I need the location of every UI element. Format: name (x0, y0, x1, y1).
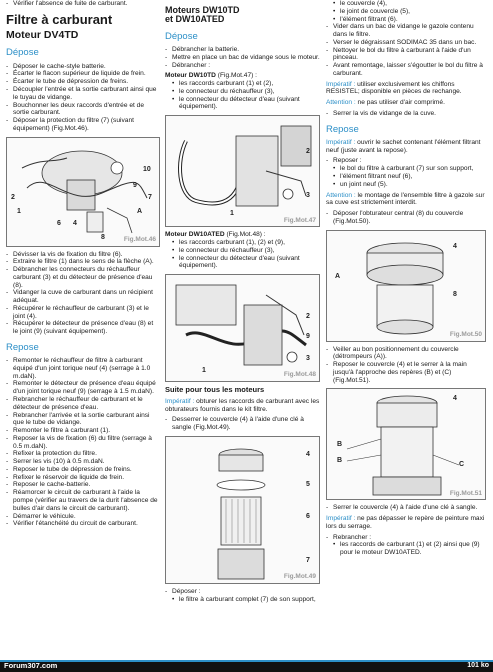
note-text: ne pas dépasser le repère de peinture maxi lors du serrage. (326, 515, 485, 530)
note-label: Impératif : (326, 80, 356, 88)
filter-hoses-illustration (166, 275, 320, 382)
list-item: - Bouchonner les deux raccords d'entrée et de sortie carburant. (6, 102, 160, 118)
dw10ated-list (172, 239, 320, 270)
engine-title-line2: et DW10ATED (165, 14, 225, 25)
list-item: - Serrer la vis de vidange de la cuve. (326, 110, 486, 118)
list-item: - Serrer les vis (10) à 0.5 m.daN. (6, 458, 160, 466)
list-item: • le connecteur du détecteur d'eau (suivant équipement). (172, 255, 320, 271)
repose-list (6, 357, 160, 528)
steps-list (326, 157, 486, 165)
list-item: • le joint de couvercle (5), (333, 8, 486, 16)
list-item: • le connecteur du détecteur d'eau (suivant équipement). (172, 96, 320, 112)
list-item: • un joint neuf (5). (333, 181, 486, 189)
depose-list-2 (6, 251, 160, 336)
list-item: • les raccords carburant (1), (2) et (9), (172, 239, 320, 247)
cleaning-list (326, 23, 486, 77)
list-item: - Verser le dégraissant SODIMAC 35 dans un bac. (326, 39, 486, 47)
note-label: Impératif : (326, 138, 356, 146)
steps-list (326, 534, 486, 542)
figure-label: Fig.Mot.47 (283, 216, 316, 224)
list-item: - Nettoyer le bol du filtre à carburant à l'aide d'un pinceau. (326, 47, 486, 63)
steps-list (326, 346, 486, 385)
list-item: - Dévisser la vis de fixation du filtre (6). (6, 251, 160, 259)
imperatif-note (326, 139, 486, 155)
list-item: - Vérifier l'absence de fuite de carburant. (6, 0, 160, 8)
note-label: Attention : (326, 191, 356, 199)
figure-ref: (Fig.Mot.48) : (226, 231, 266, 239)
note-label: Attention : (326, 99, 356, 107)
rebrancher-list (333, 541, 486, 557)
list-item: - Déposer l'obturateur central (8) du couvercle (Fig.Mot.50). (326, 210, 486, 226)
attention-note (326, 192, 486, 208)
list-item: • le filtre à carburant complet (7) de son support, (172, 596, 320, 604)
list-item: • l'élément filtrant neuf (6), (333, 173, 486, 181)
site-link[interactable]: Forum307.com (4, 661, 58, 670)
list-item: - Débrancher la batterie. (165, 46, 320, 54)
note-text: le montage de l'ensemble filtre à gazole sur sa cuve est strictement interdit. (326, 191, 485, 207)
list-item: - Déposer le cache-style batterie. (6, 63, 160, 71)
list-item: • les raccords carburant (1) et (2), (172, 80, 320, 88)
depose-list (6, 63, 160, 133)
list-item: - Démarrer le véhicule. (6, 513, 160, 521)
list-item: - Remonter le réchauffeur de filtre à carburant équipé d'un joint torique neuf (4) (serrage à 1.0 m.daN). (6, 357, 160, 380)
list-item: - Refixer le réservoir de liquide de frein. (6, 474, 160, 482)
list-item: - Récupérer le réchauffeur de carburant (3) et le joint (4). (6, 305, 160, 321)
figure-label: Fig.Mot.49 (283, 573, 316, 581)
figure-label: Fig.Mot.50 (449, 330, 482, 338)
list-item: - Mettre en place un bac de vidange sous le moteur. (165, 54, 320, 62)
column-left (6, 0, 160, 528)
attention-note (326, 99, 486, 107)
list-item: • le connecteur du réchauffeur (3), (172, 88, 320, 96)
list-item: - Reposer le couvercle (4) et le serrer à la main jusqu'à l'approche des repères (B) et (C) (Fig.Mot.51). (326, 361, 486, 384)
dw10td-list (172, 80, 320, 111)
figure-label: Fig.Mot.46 (123, 235, 156, 243)
list-item: - Remonter le détecteur de présence d'eau équipé d'un joint torique neuf (9) (serrage à 1.5 m.daN). (6, 380, 160, 396)
list-item: - Écarter le flacon supérieur de liquide de frein. (6, 70, 160, 78)
steps-list (165, 588, 320, 596)
filter-assembly-illustration (327, 389, 486, 500)
filter-exploded-view (166, 437, 320, 584)
column-middle (165, 0, 320, 603)
list-item: - Déposer : (165, 588, 320, 596)
engine-subheading (165, 231, 320, 239)
list-item: • les raccords de carburant (1) et (2) ainsi que (9) pour le moteur DW10ATED. (333, 541, 486, 557)
engine-label: Moteur DW10ATED (165, 231, 225, 239)
footer-bar (0, 662, 493, 672)
engine-title: Moteur DV4TD (6, 29, 79, 42)
figure-mot49: 4 5 6 7 Fig.Mot.49 (165, 436, 320, 584)
repose-heading: Repose (6, 341, 39, 353)
fuel-filter-illustration (7, 138, 160, 247)
list-item: • l'élément filtrant (6). (333, 16, 486, 24)
subsection-heading: Suite pour tous les moteurs (165, 385, 265, 395)
steps-list (326, 504, 486, 512)
note-text: ne pas utiliser d'air comprimé. (357, 99, 445, 107)
figure-mot46: 2 1 6 4 8 7 10 9 A Fig.Mot.46 (6, 137, 160, 247)
list-item: • le bol du filtre à carburant (7) sur son support, (333, 165, 486, 173)
list-item: - Réamorcer le circuit de carburant à l'aide la pompe (vérifier au travers de la durit l'absence de bulles d'air dans le circuit de carburant). (6, 489, 160, 512)
figure-mot51: 4 B B C Fig.Mot.51 (326, 388, 486, 500)
depose-heading: Dépose (6, 47, 39, 59)
figure-label: Fig.Mot.51 (449, 489, 482, 497)
figure-label: Fig.Mot.48 (283, 371, 316, 379)
list-item: - Remonter le filtre à carburant (1). (6, 427, 160, 435)
deposer-list (172, 596, 320, 604)
steps-list (326, 210, 486, 226)
figure-ref: (Fig.Mot.47) : (217, 72, 257, 80)
list-item: - Refixer la protection du filtre. (6, 450, 160, 458)
list-item: - Desserrer le couvercle (4) à l'aide d'une clé à sangle (Fig.Mot.49). (165, 416, 320, 432)
list-item: - Serrer le couvercle (4) à l'aide d'une clé à sangle. (326, 504, 486, 512)
steps-list (165, 416, 320, 432)
imperatif-note (165, 398, 320, 414)
note-text: utiliser exclusivement les chiffons RESISTEL; disponible en pièces de rechange. (326, 80, 462, 96)
steps-list (326, 110, 486, 118)
depose-list (165, 46, 320, 69)
column-right (326, 0, 486, 557)
list-item: - Reposer le cache-batterie. (6, 481, 160, 489)
imperatif-note (326, 515, 486, 531)
note-label: Impératif : (165, 397, 195, 405)
list-item: - Rebrancher le réchauffeur de carburant et le détecteur de présence d'eau. (6, 396, 160, 412)
intro-list (6, 0, 160, 8)
filter-hoses-illustration (166, 116, 320, 227)
engine-title-line1: Moteurs DW10TD (165, 5, 240, 15)
list-item: - Extraire le filtre (1) dans le sens de la flèche (A). (6, 258, 160, 266)
list-item: - Rebrancher : (326, 534, 486, 542)
list-item: • le couvercle (4), (333, 0, 486, 8)
engine-subheading (165, 72, 320, 80)
depose-heading: Dépose (165, 30, 198, 42)
removal-list (333, 0, 486, 23)
list-item: - Reposer le tube de dépression de freins. (6, 466, 160, 474)
list-item: - Veiller au bon positionnement du couvercle (détrompeurs (A)). (326, 346, 486, 362)
list-item: - Découpler l'entrée et la sortie carburant ainsi que le tuyau de vidange. (6, 86, 160, 102)
note-text: obturer les raccords de carburant avec les obturateurs fournis dans le kit filtre. (165, 397, 320, 413)
imperatif-note (326, 81, 486, 97)
list-item: - Avant remontage, laisser s'égoutter le bol du filtre à carburant. (326, 62, 486, 78)
section-title: Filtre à carburant (6, 11, 113, 27)
reposer-list (333, 165, 486, 188)
list-item: - Écarter le tube de dépression de freins. (6, 78, 160, 86)
figure-mot50: 4 8 A Fig.Mot.50 (326, 230, 486, 342)
repose-heading: Repose (326, 123, 359, 135)
list-item: - Rebrancher l'arrivée et la sortie carburant ainsi que le tube de vidange. (6, 412, 160, 428)
list-item: - Reposer la vis de fixation (6) du filtre (serrage à 0.5 m.daN). (6, 435, 160, 451)
list-item: - Débrancher : (165, 62, 320, 70)
list-item: - Vider dans un bac de vidange le gazole contenu dans le filtre. (326, 23, 486, 39)
list-item: - Récupérer le détecteur de présence d'eau (8) et le joint (9) (suivant équipement). (6, 320, 160, 336)
note-text: ouvrir le sachet contenant l'élément filtrant neuf (juste avant la repose). (326, 138, 481, 154)
filter-cover-illustration (327, 231, 486, 342)
note-label: Impératif : (326, 515, 356, 523)
list-item: - Déposer la protection du filtre (7) (suivant équipement) (Fig.Mot.46). (6, 117, 160, 133)
list-item: - Débrancher les connecteurs du réchauffeur carburant (3) et du détecteur de présence d'eau (8). (6, 266, 160, 289)
figure-mot47: 2 3 1 Fig.Mot.47 (165, 115, 320, 227)
file-size: 101 ko (467, 662, 489, 669)
figure-mot48: 2 9 3 1 Fig.Mot.48 (165, 274, 320, 382)
list-item: • le connecteur du réchauffeur (3), (172, 247, 320, 255)
list-item: - Reposer : (326, 157, 486, 165)
engine-label: Moteur DW10TD (165, 72, 216, 80)
list-item: - Vérifier l'étanchéité du circuit de carburant. (6, 520, 160, 528)
list-item: - Vidanger la cuve de carburant dans un récipient adéquat. (6, 289, 160, 305)
